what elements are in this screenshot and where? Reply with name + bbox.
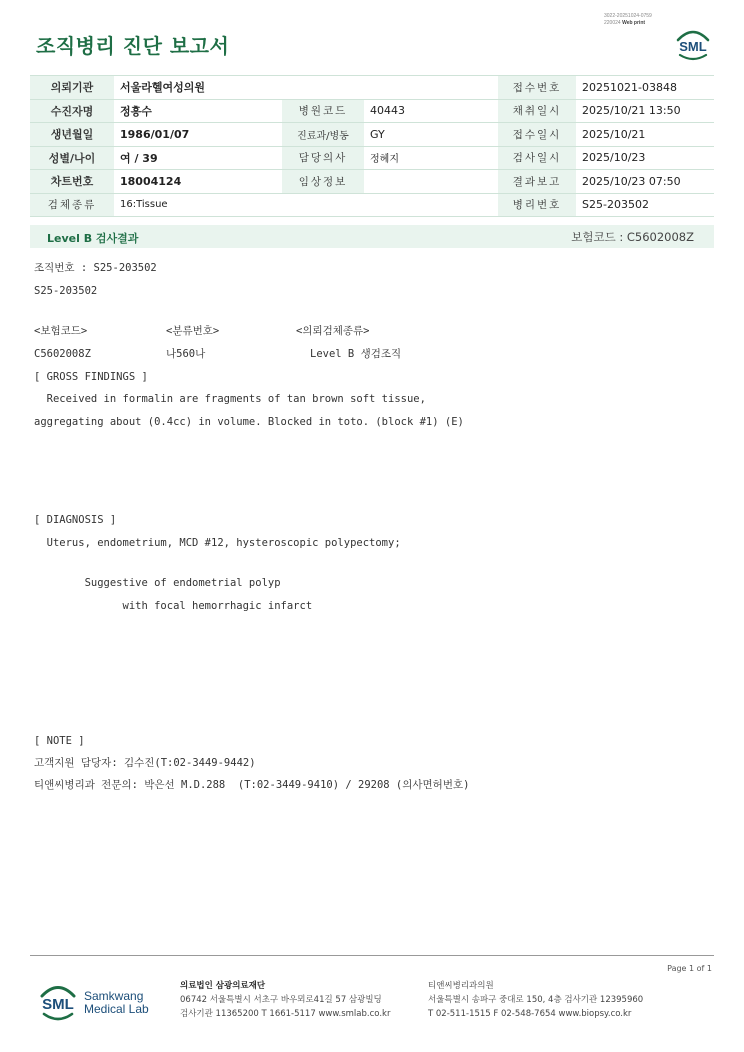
page-title: 조직병리 진단 보고서 — [36, 34, 230, 58]
collect-date-label: 채취일시 — [498, 99, 576, 123]
insurance-code: 보험코드 : C5602008Z — [571, 230, 694, 244]
chart-no-label: 차트번호 — [30, 170, 114, 194]
diagnosis-line: Uterus, endometrium, MCD #12, hysteroscopic polypectomy; — [34, 537, 401, 549]
specimen-kind-value: Level B 생검조직 — [310, 348, 402, 360]
specimen-kind-header: <의뢰검체종류> — [296, 325, 370, 337]
level-b-title: Level B 검사결과 — [47, 232, 139, 245]
gross-findings-line: aggregating about (0.4cc) in volume. Blocked in toto. (block #1) (E) — [34, 416, 464, 428]
exam-date-value: 2025/10/23 — [576, 146, 714, 170]
exam-date-label: 검사일시 — [498, 146, 576, 170]
receipt-date-value: 2025/10/21 — [576, 123, 714, 147]
dob-value: 1986/01/07 — [114, 123, 282, 147]
org2-contact: T 02-511-1515 F 02-548-7654 www.biopsy.co.kr — [428, 1009, 632, 1019]
gross-findings-header: [ GROSS FINDINGS ] — [34, 371, 148, 383]
org1-name: 의료법인 삼광의료재단 — [180, 981, 266, 991]
dept-value: GY — [364, 123, 498, 147]
classification-value: 나560나 — [166, 348, 206, 360]
document-id-code: 220024 — [604, 20, 621, 26]
path-no-value: S25-203502 — [576, 193, 714, 217]
insurance-code-header: <보험코드> — [34, 325, 88, 337]
samkwang-logo-icon — [36, 980, 80, 1024]
tissue-number: 조직번호 : S25-203502 — [34, 262, 157, 274]
report-date-label: 결과보고 — [498, 170, 576, 194]
lab-name-line2: Medical Lab — [84, 1002, 149, 1016]
info-row — [30, 123, 714, 147]
chart-no-value: 18004124 — [114, 170, 282, 194]
lab-name-line1: Samkwang — [84, 989, 144, 1003]
receipt-no-label: 접수번호 — [498, 76, 576, 100]
web-print-label: Web print — [622, 20, 646, 26]
org1-contact: 검사기관 11365200 T 1661-5117 www.smlab.co.kr — [180, 1009, 391, 1019]
path-no-label: 병리번호 — [498, 193, 576, 217]
info-row — [30, 170, 714, 194]
classification-header: <분류번호> — [166, 325, 220, 337]
info-row — [30, 76, 714, 100]
gross-findings-line: Received in formalin are fragments of tan brown soft tissue, — [34, 393, 426, 405]
lab-name — [84, 990, 149, 1016]
footer-org1 — [180, 979, 390, 1021]
doctor-value: 정혜지 — [364, 146, 498, 170]
org2-address: 서울특별시 송파구 중대로 150, 4층 검사기관 12395960 — [428, 995, 644, 1005]
diagnosis-line: with focal hemorrhagic infarct — [34, 600, 313, 612]
footer-divider — [30, 955, 714, 956]
sex-age-label: 성별/나이 — [30, 146, 114, 170]
hospital-code-label: 병원코드 — [282, 99, 364, 123]
info-row — [30, 193, 714, 217]
tissue-number-secondary: S25-203502 — [34, 285, 98, 297]
insurance-code-value: C5602008Z — [34, 348, 91, 360]
sml-logo-text: SML — [679, 39, 707, 54]
note-line: 고객지원 담당자: 김수진(T:02-3449-9442) — [34, 757, 256, 769]
org1-address: 06742 서울특별시 서초구 바우뫼로41길 57 삼광빌딩 — [180, 995, 382, 1005]
patient-name-value: 정흥수 — [114, 99, 282, 123]
hospital-code-value: 40443 — [364, 99, 498, 123]
note-header: [ NOTE ] — [34, 735, 85, 747]
sex-age-value: 여 / 39 — [114, 146, 282, 170]
footer-org2 — [428, 979, 643, 1021]
info-row — [30, 99, 714, 123]
dob-label: 생년월일 — [30, 123, 114, 147]
diagnosis-header: [ DIAGNOSIS ] — [34, 514, 117, 526]
specimen-type-label: 검체종류 — [30, 193, 114, 217]
document-id — [604, 13, 652, 27]
info-row — [30, 146, 714, 170]
doctor-label: 담당의사 — [282, 146, 364, 170]
clinical-info-value — [364, 170, 498, 194]
patient-info-table — [30, 75, 714, 217]
sml-logo-icon — [672, 26, 714, 62]
patient-name-label: 수진자명 — [30, 99, 114, 123]
level-b-result-bar — [30, 225, 714, 248]
dept-label: 진료과/병동 — [282, 123, 364, 147]
receipt-no-value: 20251021-03848 — [576, 76, 714, 100]
requesting-org-value: 서울라헬여성의원 — [114, 76, 498, 100]
clinical-info-label: 임상정보 — [282, 170, 364, 194]
note-line: 티앤씨병리과 전문의: 박은선 M.D.288 (T:02-3449-9410) / 29208 (의사면허번호) — [34, 779, 470, 791]
specimen-type-value: 16:Tissue — [114, 193, 498, 217]
document-id-line1: 3022-20251024-0759 — [604, 13, 652, 19]
collect-date-value: 2025/10/21 13:50 — [576, 99, 714, 123]
receipt-date-label: 접수일시 — [498, 123, 576, 147]
page-number: Page 1 of 1 — [667, 964, 712, 973]
diagnosis-line: Suggestive of endometrial polyp — [34, 577, 281, 589]
report-date-value: 2025/10/23 07:50 — [576, 170, 714, 194]
requesting-org-label: 의뢰기관 — [30, 76, 114, 100]
samkwang-logo-text: SML — [42, 996, 74, 1013]
org2-name: 티앤씨병리과의원 — [428, 981, 494, 991]
